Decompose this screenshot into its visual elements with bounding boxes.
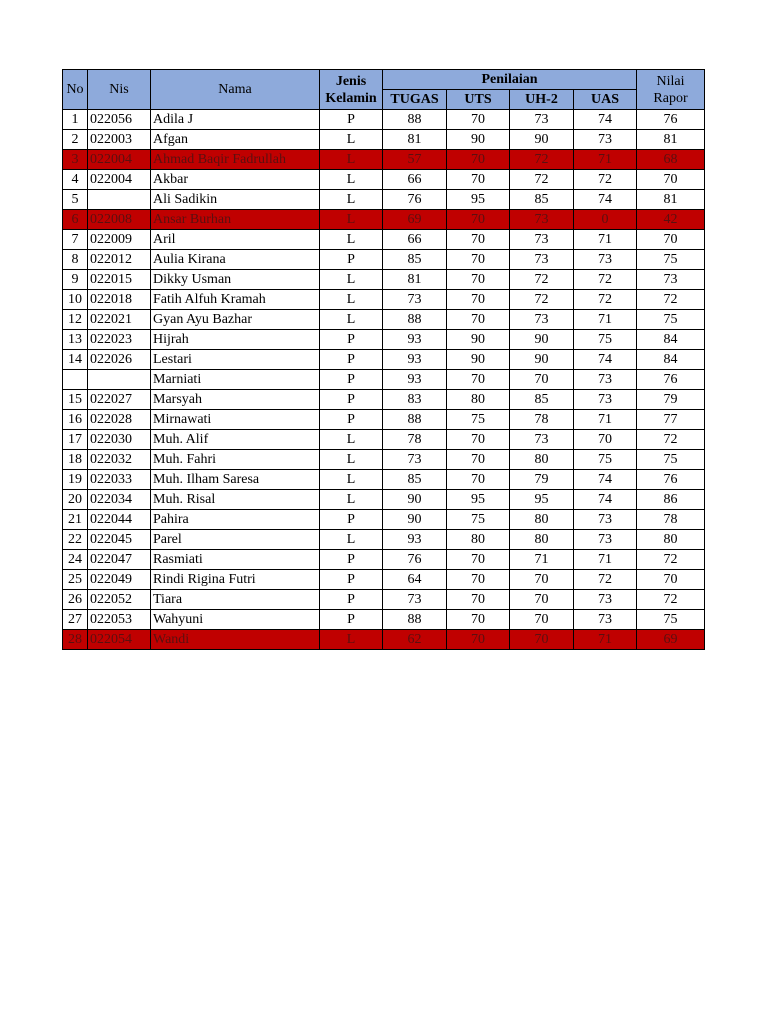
cell-jenis-kelamin: L	[320, 170, 383, 190]
cell-uh2: 72	[510, 150, 574, 170]
cell-tugas: 85	[383, 250, 447, 270]
cell-uas: 73	[574, 590, 637, 610]
cell-no: 21	[63, 510, 88, 530]
cell-uh2: 72	[510, 270, 574, 290]
cell-tugas: 90	[383, 490, 447, 510]
cell-no: 22	[63, 530, 88, 550]
table-row	[63, 550, 705, 570]
cell-no: 18	[63, 450, 88, 470]
cell-uas: 74	[574, 350, 637, 370]
table-row	[63, 430, 705, 450]
cell-jenis-kelamin: P	[320, 570, 383, 590]
cell-uts: 70	[447, 610, 510, 630]
cell-tugas: 93	[383, 330, 447, 350]
cell-nama: Gyan Ayu Bazhar	[151, 310, 320, 330]
cell-nama: Wahyuni	[151, 610, 320, 630]
cell-nilai-rapor: 77	[637, 410, 705, 430]
cell-no: 26	[63, 590, 88, 610]
cell-jenis-kelamin: L	[320, 490, 383, 510]
cell-uas: 71	[574, 410, 637, 430]
cell-uh2: 73	[510, 210, 574, 230]
cell-uas: 73	[574, 250, 637, 270]
cell-nis: 022008	[88, 210, 151, 230]
cell-uas: 74	[574, 190, 637, 210]
cell-nis	[88, 370, 151, 390]
table-row	[63, 490, 705, 510]
cell-uh2: 90	[510, 350, 574, 370]
cell-nis: 022015	[88, 270, 151, 290]
cell-tugas: 81	[383, 130, 447, 150]
cell-no: 5	[63, 190, 88, 210]
cell-nama: Aulia Kirana	[151, 250, 320, 270]
header-nama: Nama	[151, 70, 320, 110]
cell-no: 27	[63, 610, 88, 630]
cell-no: 20	[63, 490, 88, 510]
table-row	[63, 450, 705, 470]
table-row	[63, 390, 705, 410]
cell-nis: 022009	[88, 230, 151, 250]
cell-nilai-rapor: 79	[637, 390, 705, 410]
cell-nis: 022052	[88, 590, 151, 610]
cell-nama: Marniati	[151, 370, 320, 390]
cell-no: 8	[63, 250, 88, 270]
cell-uts: 70	[447, 550, 510, 570]
cell-uh2: 73	[510, 310, 574, 330]
cell-uh2: 73	[510, 250, 574, 270]
cell-jenis-kelamin: L	[320, 190, 383, 210]
cell-uts: 70	[447, 110, 510, 130]
table-header	[63, 70, 705, 110]
cell-jenis-kelamin: L	[320, 210, 383, 230]
cell-tugas: 93	[383, 370, 447, 390]
grade-sheet	[62, 69, 704, 650]
header-jenis-kelamin-line2: Kelamin	[325, 90, 377, 106]
table-row	[63, 510, 705, 530]
cell-nis: 022030	[88, 430, 151, 450]
table-row	[63, 190, 705, 210]
cell-uts: 70	[447, 310, 510, 330]
cell-tugas: 88	[383, 310, 447, 330]
cell-nama: Pahira	[151, 510, 320, 530]
cell-nilai-rapor: 80	[637, 530, 705, 550]
cell-uas: 72	[574, 170, 637, 190]
cell-jenis-kelamin: P	[320, 550, 383, 570]
cell-uh2: 95	[510, 490, 574, 510]
cell-uts: 70	[447, 470, 510, 490]
table-row	[63, 250, 705, 270]
cell-nis: 022021	[88, 310, 151, 330]
cell-uas: 72	[574, 270, 637, 290]
cell-nama: Tiara	[151, 590, 320, 610]
cell-nis: 022023	[88, 330, 151, 350]
cell-nama: Mirnawati	[151, 410, 320, 430]
cell-nis: 022045	[88, 530, 151, 550]
header-penilaian: Penilaian	[383, 70, 637, 90]
cell-nilai-rapor: 76	[637, 110, 705, 130]
cell-uas: 73	[574, 610, 637, 630]
cell-no: 16	[63, 410, 88, 430]
cell-uh2: 73	[510, 230, 574, 250]
cell-no: 19	[63, 470, 88, 490]
cell-uh2: 85	[510, 390, 574, 410]
cell-uh2: 70	[510, 570, 574, 590]
cell-tugas: 73	[383, 290, 447, 310]
cell-nama: Adila J	[151, 110, 320, 130]
cell-nilai-rapor: 78	[637, 510, 705, 530]
cell-nis: 022027	[88, 390, 151, 410]
cell-nilai-rapor: 72	[637, 550, 705, 570]
cell-nilai-rapor: 70	[637, 170, 705, 190]
cell-uts: 70	[447, 170, 510, 190]
cell-tugas: 69	[383, 210, 447, 230]
cell-nilai-rapor: 72	[637, 430, 705, 450]
cell-uts: 70	[447, 210, 510, 230]
cell-uas: 75	[574, 330, 637, 350]
cell-uts: 70	[447, 230, 510, 250]
cell-nama: Ahmad Baqir Fadrullah	[151, 150, 320, 170]
cell-nilai-rapor: 75	[637, 450, 705, 470]
cell-nama: Wandi	[151, 630, 320, 650]
cell-jenis-kelamin: L	[320, 270, 383, 290]
cell-nilai-rapor: 69	[637, 630, 705, 650]
cell-uas: 72	[574, 570, 637, 590]
cell-nama: Hijrah	[151, 330, 320, 350]
cell-uts: 70	[447, 430, 510, 450]
cell-nis: 022032	[88, 450, 151, 470]
cell-uas: 75	[574, 450, 637, 470]
cell-tugas: 81	[383, 270, 447, 290]
cell-no: 12	[63, 310, 88, 330]
cell-nis: 022004	[88, 150, 151, 170]
header-nilai-rapor-line2: Rapor	[653, 90, 688, 106]
cell-uas: 71	[574, 550, 637, 570]
cell-nilai-rapor: 70	[637, 230, 705, 250]
cell-nilai-rapor: 75	[637, 610, 705, 630]
cell-jenis-kelamin: P	[320, 590, 383, 610]
cell-nilai-rapor: 81	[637, 130, 705, 150]
table-row	[63, 470, 705, 490]
cell-nama: Lestari	[151, 350, 320, 370]
cell-uh2: 85	[510, 190, 574, 210]
cell-nilai-rapor: 84	[637, 330, 705, 350]
cell-no: 17	[63, 430, 88, 450]
cell-nama: Muh. Fahri	[151, 450, 320, 470]
cell-uas: 71	[574, 230, 637, 250]
cell-nilai-rapor: 75	[637, 310, 705, 330]
table-row	[63, 350, 705, 370]
cell-jenis-kelamin: L	[320, 230, 383, 250]
cell-uas: 71	[574, 630, 637, 650]
cell-uts: 75	[447, 410, 510, 430]
cell-jenis-kelamin: P	[320, 370, 383, 390]
cell-uas: 73	[574, 510, 637, 530]
cell-uh2: 72	[510, 290, 574, 310]
cell-uh2: 79	[510, 470, 574, 490]
cell-nis: 022028	[88, 410, 151, 430]
cell-nama: Muh. Alif	[151, 430, 320, 450]
cell-tugas: 57	[383, 150, 447, 170]
cell-nis: 022044	[88, 510, 151, 530]
cell-no	[63, 370, 88, 390]
table-row	[63, 570, 705, 590]
header-nilai-rapor-line1: Nilai	[656, 73, 685, 89]
cell-tugas: 64	[383, 570, 447, 590]
cell-uh2: 90	[510, 130, 574, 150]
header-jenis-kelamin-line1: Jenis	[335, 73, 367, 89]
cell-uh2: 70	[510, 590, 574, 610]
cell-tugas: 93	[383, 350, 447, 370]
cell-no: 4	[63, 170, 88, 190]
cell-uh2: 80	[510, 510, 574, 530]
cell-uh2: 73	[510, 110, 574, 130]
table-row-highlighted	[63, 630, 705, 650]
cell-nis: 022054	[88, 630, 151, 650]
cell-tugas: 62	[383, 630, 447, 650]
cell-uts: 70	[447, 150, 510, 170]
cell-tugas: 88	[383, 410, 447, 430]
cell-uh2: 80	[510, 530, 574, 550]
header-tugas: TUGAS	[383, 90, 447, 110]
cell-no: 9	[63, 270, 88, 290]
cell-nis	[88, 190, 151, 210]
cell-nama: Akbar	[151, 170, 320, 190]
cell-no: 15	[63, 390, 88, 410]
cell-jenis-kelamin: L	[320, 310, 383, 330]
cell-uts: 95	[447, 490, 510, 510]
cell-uh2: 70	[510, 610, 574, 630]
table-row-highlighted	[63, 210, 705, 230]
table-row	[63, 310, 705, 330]
header-uts: UTS	[447, 90, 510, 110]
header-uas: UAS	[574, 90, 637, 110]
cell-tugas: 93	[383, 530, 447, 550]
cell-jenis-kelamin: L	[320, 430, 383, 450]
cell-uas: 74	[574, 110, 637, 130]
cell-jenis-kelamin: P	[320, 350, 383, 370]
cell-nilai-rapor: 75	[637, 250, 705, 270]
cell-nilai-rapor: 76	[637, 470, 705, 490]
cell-tugas: 66	[383, 230, 447, 250]
cell-uh2: 72	[510, 170, 574, 190]
cell-uts: 95	[447, 190, 510, 210]
cell-uas: 73	[574, 370, 637, 390]
cell-tugas: 90	[383, 510, 447, 530]
cell-uh2: 70	[510, 370, 574, 390]
table-row	[63, 610, 705, 630]
cell-tugas: 85	[383, 470, 447, 490]
header-no: No	[63, 70, 88, 110]
cell-nilai-rapor: 70	[637, 570, 705, 590]
cell-jenis-kelamin: P	[320, 410, 383, 430]
cell-nis: 022026	[88, 350, 151, 370]
cell-nis: 022012	[88, 250, 151, 270]
cell-uts: 80	[447, 390, 510, 410]
table-body	[63, 110, 705, 650]
cell-uas: 74	[574, 490, 637, 510]
table-row	[63, 370, 705, 390]
cell-tugas: 76	[383, 550, 447, 570]
cell-nama: Afgan	[151, 130, 320, 150]
cell-tugas: 73	[383, 590, 447, 610]
cell-uas: 71	[574, 310, 637, 330]
cell-jenis-kelamin: L	[320, 450, 383, 470]
cell-uh2: 78	[510, 410, 574, 430]
cell-uts: 90	[447, 350, 510, 370]
cell-nis: 022033	[88, 470, 151, 490]
cell-nama: Aril	[151, 230, 320, 250]
cell-tugas: 78	[383, 430, 447, 450]
cell-uts: 70	[447, 250, 510, 270]
cell-tugas: 66	[383, 170, 447, 190]
cell-uas: 72	[574, 290, 637, 310]
cell-nama: Rasmiati	[151, 550, 320, 570]
table-row	[63, 590, 705, 610]
cell-nis: 022049	[88, 570, 151, 590]
table-row	[63, 410, 705, 430]
cell-nama: Muh. Ilham Saresa	[151, 470, 320, 490]
cell-nama: Parel	[151, 530, 320, 550]
cell-no: 28	[63, 630, 88, 650]
cell-uas: 73	[574, 390, 637, 410]
cell-tugas: 88	[383, 110, 447, 130]
cell-jenis-kelamin: P	[320, 110, 383, 130]
cell-no: 6	[63, 210, 88, 230]
cell-jenis-kelamin: L	[320, 530, 383, 550]
table-row	[63, 270, 705, 290]
cell-nama: Dikky Usman	[151, 270, 320, 290]
cell-nilai-rapor: 76	[637, 370, 705, 390]
cell-nis: 022004	[88, 170, 151, 190]
cell-jenis-kelamin: L	[320, 150, 383, 170]
cell-jenis-kelamin: L	[320, 290, 383, 310]
cell-jenis-kelamin: L	[320, 130, 383, 150]
cell-jenis-kelamin: L	[320, 630, 383, 650]
cell-nama: Marsyah	[151, 390, 320, 410]
header-nis: Nis	[88, 70, 151, 110]
table-row	[63, 530, 705, 550]
cell-uas: 74	[574, 470, 637, 490]
cell-nama: Ansar Burhan	[151, 210, 320, 230]
cell-tugas: 76	[383, 190, 447, 210]
table-row	[63, 110, 705, 130]
cell-tugas: 88	[383, 610, 447, 630]
table-row-highlighted	[63, 150, 705, 170]
cell-nis: 022003	[88, 130, 151, 150]
cell-nilai-rapor: 68	[637, 150, 705, 170]
cell-nilai-rapor: 81	[637, 190, 705, 210]
cell-uts: 90	[447, 130, 510, 150]
cell-no: 1	[63, 110, 88, 130]
cell-jenis-kelamin: P	[320, 250, 383, 270]
cell-uts: 70	[447, 590, 510, 610]
cell-nilai-rapor: 42	[637, 210, 705, 230]
cell-no: 3	[63, 150, 88, 170]
cell-no: 25	[63, 570, 88, 590]
grade-table	[62, 69, 705, 650]
cell-uh2: 80	[510, 450, 574, 470]
cell-nama: Ali Sadikin	[151, 190, 320, 210]
cell-nilai-rapor: 72	[637, 590, 705, 610]
cell-uts: 70	[447, 290, 510, 310]
cell-uts: 70	[447, 450, 510, 470]
cell-uh2: 73	[510, 430, 574, 450]
header-nilai-rapor	[637, 70, 705, 110]
cell-jenis-kelamin: L	[320, 470, 383, 490]
cell-no: 2	[63, 130, 88, 150]
cell-uts: 70	[447, 270, 510, 290]
cell-uts: 90	[447, 330, 510, 350]
table-row	[63, 330, 705, 350]
header-uh2: UH-2	[510, 90, 574, 110]
cell-tugas: 83	[383, 390, 447, 410]
cell-uas: 73	[574, 130, 637, 150]
cell-uts: 70	[447, 370, 510, 390]
cell-uh2: 90	[510, 330, 574, 350]
cell-uas: 70	[574, 430, 637, 450]
cell-nis: 022056	[88, 110, 151, 130]
cell-jenis-kelamin: P	[320, 510, 383, 530]
cell-nama: Fatih Alfuh Kramah	[151, 290, 320, 310]
cell-uts: 80	[447, 530, 510, 550]
cell-uas: 73	[574, 530, 637, 550]
cell-no: 7	[63, 230, 88, 250]
table-row	[63, 170, 705, 190]
cell-nilai-rapor: 73	[637, 270, 705, 290]
cell-no: 13	[63, 330, 88, 350]
cell-uts: 70	[447, 570, 510, 590]
cell-uh2: 70	[510, 630, 574, 650]
cell-jenis-kelamin: P	[320, 610, 383, 630]
cell-nilai-rapor: 84	[637, 350, 705, 370]
cell-uts: 70	[447, 630, 510, 650]
cell-uas: 0	[574, 210, 637, 230]
cell-jenis-kelamin: P	[320, 390, 383, 410]
cell-no: 24	[63, 550, 88, 570]
table-row	[63, 290, 705, 310]
cell-nama: Muh. Risal	[151, 490, 320, 510]
cell-uts: 75	[447, 510, 510, 530]
table-row	[63, 130, 705, 150]
cell-uh2: 71	[510, 550, 574, 570]
cell-jenis-kelamin: P	[320, 330, 383, 350]
cell-no: 10	[63, 290, 88, 310]
cell-nis: 022034	[88, 490, 151, 510]
cell-nilai-rapor: 86	[637, 490, 705, 510]
cell-nis: 022018	[88, 290, 151, 310]
cell-nama: Rindi Rigina Futri	[151, 570, 320, 590]
cell-nis: 022047	[88, 550, 151, 570]
header-jenis-kelamin	[320, 70, 383, 110]
cell-nis: 022053	[88, 610, 151, 630]
table-row	[63, 230, 705, 250]
cell-tugas: 73	[383, 450, 447, 470]
cell-no: 14	[63, 350, 88, 370]
cell-nilai-rapor: 72	[637, 290, 705, 310]
cell-uas: 71	[574, 150, 637, 170]
